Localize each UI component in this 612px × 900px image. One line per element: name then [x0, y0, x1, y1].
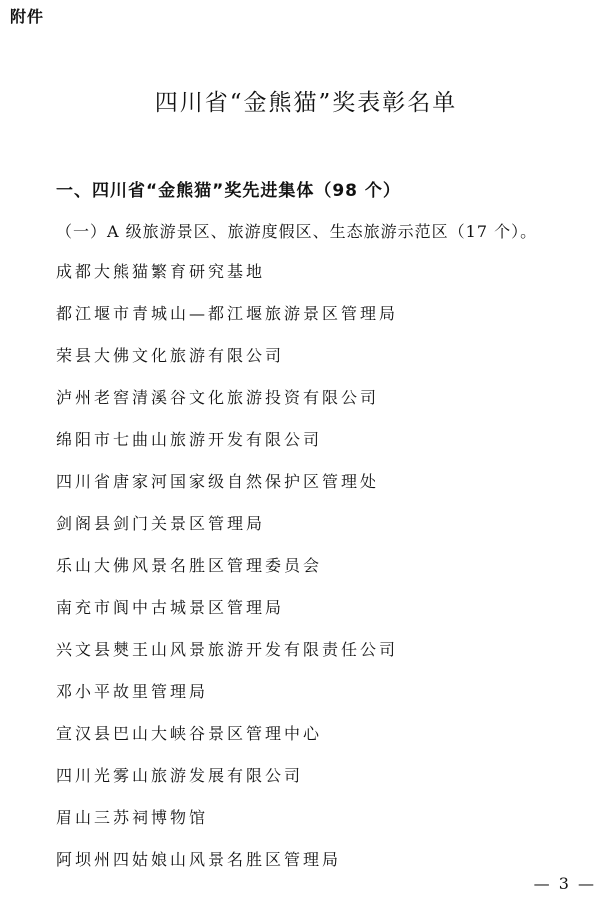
list-item: 阿坝州四姑娘山风景名胜区管理局 — [56, 850, 342, 869]
list-item: 都江堰市青城山—都江堰旅游景区管理局 — [56, 304, 399, 323]
list-item: 绵阳市七曲山旅游开发有限公司 — [56, 430, 323, 449]
list-item: 剑阁县剑门关景区管理局 — [56, 514, 266, 533]
list-item: 邓小平故里管理局 — [56, 682, 209, 701]
list-item: 四川光雾山旅游发展有限公司 — [56, 766, 304, 785]
section-heading: 一、四川省“金熊猫”奖先进集体（98 个） — [56, 181, 401, 201]
honoree-list — [56, 260, 398, 890]
list-item: 四川省唐家河国家级自然保护区管理处 — [56, 472, 380, 491]
list-item: 宣汉县巴山大峡谷景区管理中心 — [56, 724, 323, 743]
list-item: 泸州老窖清溪谷文化旅游投资有限公司 — [56, 388, 380, 407]
list-item: 兴文县僰王山风景旅游开发有限责任公司 — [56, 640, 399, 659]
list-item: 荣县大佛文化旅游有限公司 — [56, 346, 285, 365]
list-item: 眉山三苏祠博物馆 — [56, 808, 209, 827]
list-item: 成都大熊猫繁育研究基地 — [56, 262, 266, 281]
list-item: 乐山大佛风景名胜区管理委员会 — [56, 556, 323, 575]
subsection-heading: （一）A 级旅游景区、旅游度假区、生态旅游示范区（17 个）。 — [56, 222, 538, 241]
page-number: — 3 — — [533, 874, 596, 893]
list-item: 南充市阆中古城景区管理局 — [56, 598, 285, 617]
attachment-label: 附件 — [10, 7, 45, 26]
document-title: 四川省“金熊猫”奖表彰名单 — [154, 90, 458, 116]
